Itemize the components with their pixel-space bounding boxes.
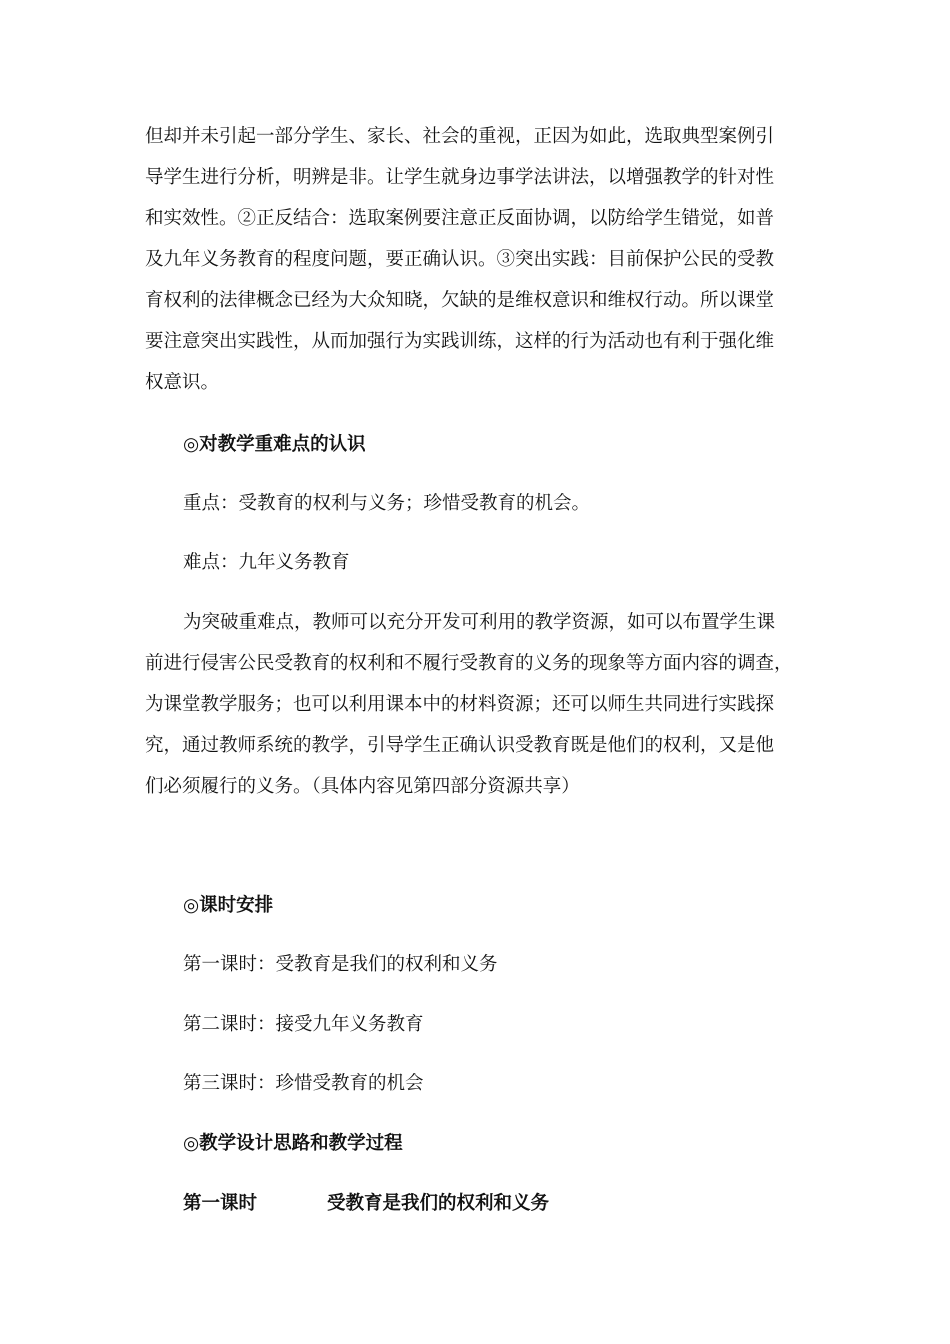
intro-line: 要注意突出实践性，从而加强行为实践训练，这样的行为活动也有利于强化维	[145, 331, 775, 352]
strategy-line: 为课堂教学服务；也可以利用课本中的材料资源；还可以师生共同进行实践探	[145, 694, 775, 715]
lesson-schedule-item: 第二课时：接受九年义务教育	[183, 1014, 424, 1035]
key-points-heading: ◎对教学重难点的认识	[183, 434, 366, 455]
strategy-line: 前进行侵害公民受教育的权利和不履行受教育的义务的现象等方面内容的调查，	[145, 653, 793, 674]
strategy-line: 究，通过教师系统的教学，引导学生正确认识受教育既是他们的权利，又是他	[145, 735, 775, 756]
intro-paragraph	[145, 116, 810, 403]
lesson-schedule-item: 第三课时：珍惜受教育的机会	[183, 1073, 424, 1094]
intro-line: 但却并未引起一部分学生、家长、社会的重视，正因为如此，选取典型案例引	[145, 126, 775, 147]
lesson-label: 第一课时	[183, 1193, 258, 1214]
intro-line: 及九年义务教育的程度问题，要正确认识。③突出实践：目前保护公民的受教	[145, 249, 775, 270]
schedule-heading: ◎课时安排	[183, 895, 274, 916]
intro-line: 权意识。	[145, 372, 220, 393]
intro-line: 导学生进行分析，明辨是非。让学生就身边事学法讲法，以增强教学的针对性	[145, 167, 775, 188]
intro-line: 和实效性。②正反结合：选取案例要注意正反面协调，以防给学生错觉，如普	[145, 208, 775, 229]
intro-line: 育权利的法律概念已经为大众知晓，欠缺的是维权意识和维权行动。所以课堂	[145, 290, 775, 311]
lesson-schedule-item: 第一课时：受教育是我们的权利和义务	[183, 954, 498, 975]
strategy-paragraph	[145, 602, 810, 807]
lesson-title: 受教育是我们的权利和义务	[327, 1193, 550, 1214]
strategy-line: 们必须履行的义务。（具体内容见第四部分资源共享）	[145, 776, 580, 797]
design-heading: ◎教学设计思路和教学过程	[183, 1133, 403, 1154]
difficult-point-text: 难点：九年义务教育	[183, 552, 350, 573]
lesson-heading	[183, 1192, 549, 1216]
strategy-line: 为突破重难点，教师可以充分开发可利用的教学资源，如可以布置学生课	[183, 612, 776, 633]
key-point-text: 重点：受教育的权利与义务；珍惜受教育的机会。	[183, 493, 591, 514]
